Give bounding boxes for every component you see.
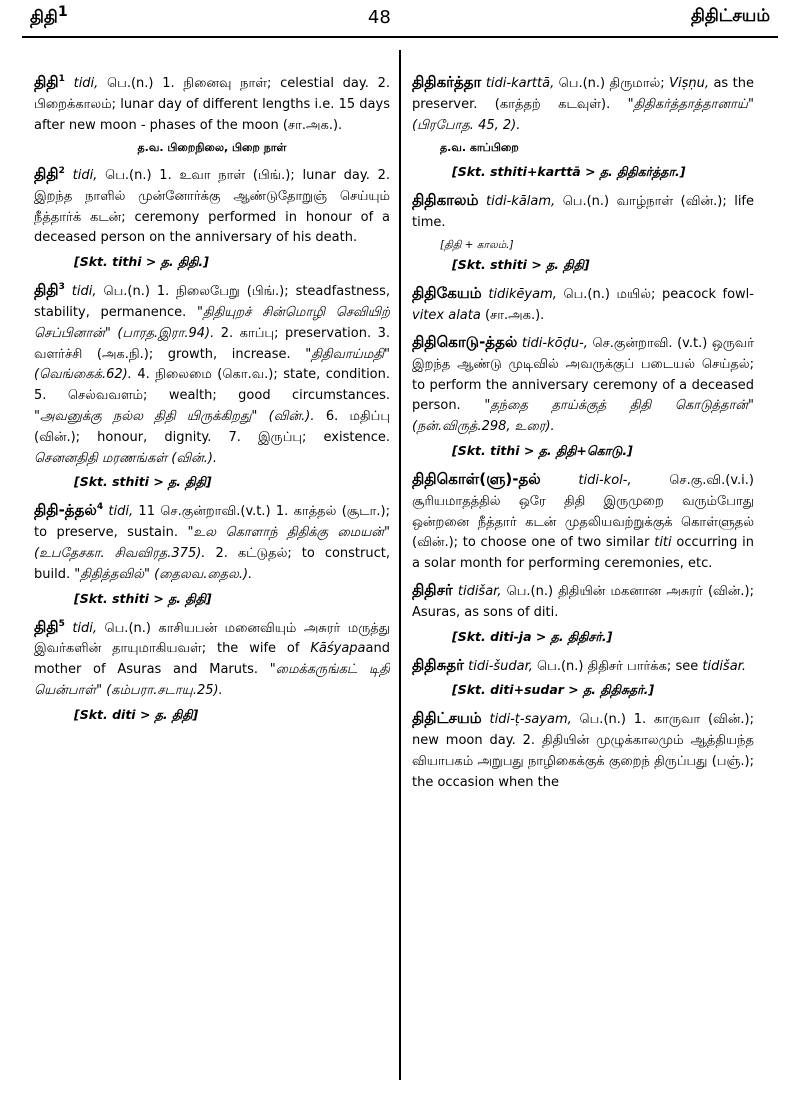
- entry-tidisudar: [412, 653, 754, 678]
- proper-name: Viṣṇu,: [669, 76, 709, 91]
- citation: "உல கொளாந் திதிக்கு மையன்" (உபதேசகா. சிவவிரத.375).: [34, 525, 390, 561]
- headword: திதிகர்த்தா: [412, 73, 482, 91]
- entry-tidi-kodu: [412, 330, 754, 438]
- citation: "திதியுறச் சின்மொழி செவியிற் செப்பினான்" (பாரத.இரா.94).: [34, 304, 390, 341]
- definition: 4. நிலைமை (கொ.வ.); state, condition. 5. செல்வவளம்; wealth; good circumstances.: [34, 367, 390, 404]
- transliteration: tidi,: [71, 284, 97, 300]
- transliteration: tidi,: [73, 76, 99, 91]
- definition: பெ.(n.) வாழ்நாள் (வின்.); life time.: [412, 193, 754, 230]
- latin-name: vitex alata: [412, 308, 481, 324]
- headword: திதிகொடு-த்தல்: [412, 332, 518, 351]
- entry-tidi-1: [34, 70, 390, 136]
- proper-name: Kāśyapa: [310, 641, 366, 657]
- transliteration: tidi-karttā,: [485, 76, 555, 91]
- headword: திதி$^1$: [34, 73, 65, 91]
- definition: 6. மதிப்பு (வின்.); honour, dignity. 7. இருப்பு; existence.: [34, 408, 390, 445]
- headword: திதிட்சயம்: [412, 709, 482, 728]
- citation: "அவனுக்கு நல்ல திதி யிருக்கிறது" (வின்.).: [34, 408, 315, 424]
- left-running-head: திதி$^1$: [30, 4, 68, 28]
- citation: செனனதிதி மரணங்கள் (வின்.).: [34, 450, 218, 466]
- citation: "தந்தை தாய்க்குத் திதி கொடுத்தான்" (நன்.விருத்.298, உரை).: [412, 398, 754, 435]
- etymology: [Skt. diti > த. திதி]: [74, 706, 199, 722]
- citation: "மைக்கருங்கட் டிதி யென்பாள்" (கம்பரா.சடாயு.25).: [34, 662, 390, 698]
- entry-tidi-3: [34, 278, 390, 469]
- definition: occurring in a solar month for performing ceremonies, etc.: [412, 535, 754, 572]
- derivation: [திதி + காலம்.]: [440, 238, 514, 251]
- definition: and mother of Asuras and Maruts.: [34, 641, 390, 678]
- definition: 2. காப்பு; preservation. 3. வளர்ச்சி (அக.நி.); growth, increase.: [34, 325, 390, 362]
- citation: "திதிவாய்மதி" (வெங்கைக்.62).: [34, 346, 390, 383]
- etymology: [Skt. diti+sudar > த. திதிசுதர்.]: [452, 682, 655, 698]
- headword: திதிகேயம்: [412, 284, 482, 303]
- italic-term: titi: [654, 535, 672, 551]
- italic-term: tidišar.: [702, 658, 746, 674]
- transliteration: tidi,: [72, 620, 98, 636]
- headword: திதி$^2$: [34, 164, 65, 183]
- transliteration: tidi-ṭ-sayam,: [489, 712, 572, 728]
- column-divider: [399, 50, 401, 1080]
- headword: திதிகொள்(ளு)-தல்: [412, 469, 541, 488]
- etymology: [Skt. sthiti > த. திதி]: [74, 474, 212, 490]
- citation: "திதித்தவில்" (தைலவ.தைல.).: [74, 566, 253, 582]
- entry-tidi-kol: [412, 467, 754, 575]
- etymology: [Skt. sthiti+karttā > த. திதிகர்த்தா.]: [452, 163, 686, 179]
- definition: பெ.(n.) 1. உவா நாள் (பிங்.); lunar day. 2. இறந்த நாளில் முன்னோர்க்கு ஆண்டுதோறுஞ் செய்யும் நீத்தார்க் கடன்; ceremony performed in honour of a deceased person on the anniversary of his death.: [34, 167, 390, 246]
- entry-tidi-5: [34, 615, 390, 702]
- headword: திதி$^5$: [34, 617, 65, 636]
- definition: செ.கு.வி.(v.i.) சூரியமாதத்தில் ஒரே திதி இருமுறை வரும்போது ஒன்றனை நீத்தார் கடன் முதலியவற்றுக்குக் கொள்ளுதல் (வின்.); to choose one of two similar: [412, 472, 754, 551]
- transliteration: tidišar,: [457, 583, 502, 599]
- definition: பெ.(n.) 1. நினைவு நாள்; celestial day. 2. பிறைக்காலம்; lunar day of different lengths i.e. 15 days after new moon - phases of the moon (சா.அக.).: [34, 76, 390, 133]
- entry-tidi-kaalam: [412, 188, 754, 234]
- entry-tidikeeyam: [412, 281, 754, 327]
- usage-note: த.வ. காப்பிறை: [440, 141, 519, 155]
- definition: பெ.(n.) திதியின் மகனான அசுரர் (வின்.); Asuras, as sons of diti.: [412, 583, 754, 620]
- transliteration: tidikēyam,: [488, 287, 557, 303]
- right-column: [412, 70, 754, 1100]
- definition: பெ.(n.) 1. காருவா (வின்.); new moon day. 2. திதியின் முழுக்காலமும் ஆத்தியந்த வியாபகம் அறுபது நாழிகைக்குக் குறைந் திருப்பது (பஞ்.); the occasion when the: [412, 712, 754, 790]
- entry-tidi-2: [34, 162, 390, 249]
- transliteration: tidi-šudar,: [468, 658, 533, 674]
- definition: (சா.அக.).: [484, 308, 545, 324]
- entry-tidi-karttaa: [412, 70, 754, 136]
- headword: திதி-த்தல்$^4$: [34, 501, 104, 520]
- headword: திதிசுதர்: [412, 655, 464, 674]
- right-running-head: திதிட்சயம்: [690, 6, 770, 26]
- definition: பெ.(n.) திதிசர் பார்க்க; see: [537, 658, 699, 674]
- etymology: [Skt. tithi > த. திதி+கொடு.]: [452, 442, 633, 458]
- transliteration: tidi-kol-,: [578, 472, 632, 488]
- citation: "திதிகர்த்தாத்தானாய்" (பிரபோத. 45, 2).: [412, 96, 754, 133]
- page-number: 48: [367, 6, 391, 28]
- transliteration: tidi-kōḍu-,: [521, 335, 588, 351]
- headword: திதிகாலம்: [412, 190, 479, 209]
- etymology: [Skt. sthiti > த. திதி]: [452, 257, 590, 273]
- entry-tidisar: [412, 578, 754, 624]
- definition: as the preserver. (காத்தற் கடவுள்).: [412, 76, 754, 112]
- headword: திதிசர்: [412, 580, 453, 599]
- header-rule: [22, 36, 778, 38]
- headword: திதி$^3$: [34, 281, 65, 300]
- etymology: [Skt. sthiti > த. திதி]: [74, 590, 212, 606]
- etymology: [Skt. tithi > த. திதி.]: [74, 254, 209, 270]
- definition: 2. கட்டுதல்; to construct, build.: [34, 545, 390, 582]
- transliteration: tidi,: [72, 167, 98, 183]
- definition: பெ.(n.) திருமால்;: [558, 76, 665, 91]
- definition: பெ.(n.) 1. நிலைபேறு (பிங்.); steadfastness, stability, permanence.: [34, 284, 390, 320]
- entry-tidittsayam: [412, 706, 754, 793]
- definition: 11 செ.குன்றாவி.(v.t.) 1. காத்தல் (சூடா.); to preserve, sustain.: [34, 504, 390, 541]
- left-column: [34, 70, 390, 1100]
- usage-note: த.வ. பிறைநிலை, பிறை நாள்: [137, 141, 287, 155]
- entry-tidi-4: [34, 498, 390, 585]
- etymology: [Skt. diti-ja > த. திதிசர்.]: [452, 628, 613, 644]
- definition: செ.குன்றாவி. (v.t.) ஒருவர் இறந்த ஆண்டு முடிவில் அவருக்குப் படையல் செய்தல்; to perform the anniversary ceremony of a deceased person.: [412, 335, 754, 414]
- transliteration: tidi-kālam,: [486, 193, 556, 209]
- definition: பெ.(n.) காசியபன் மனைவியும் அசுரர் மருத்து இவர்களின் தாயுமாகியவள்; the wife of: [34, 620, 390, 657]
- definition: பெ.(n.) மயில்; peacock fowl-: [563, 287, 754, 303]
- transliteration: tidi,: [108, 504, 134, 520]
- page-header: [30, 2, 770, 32]
